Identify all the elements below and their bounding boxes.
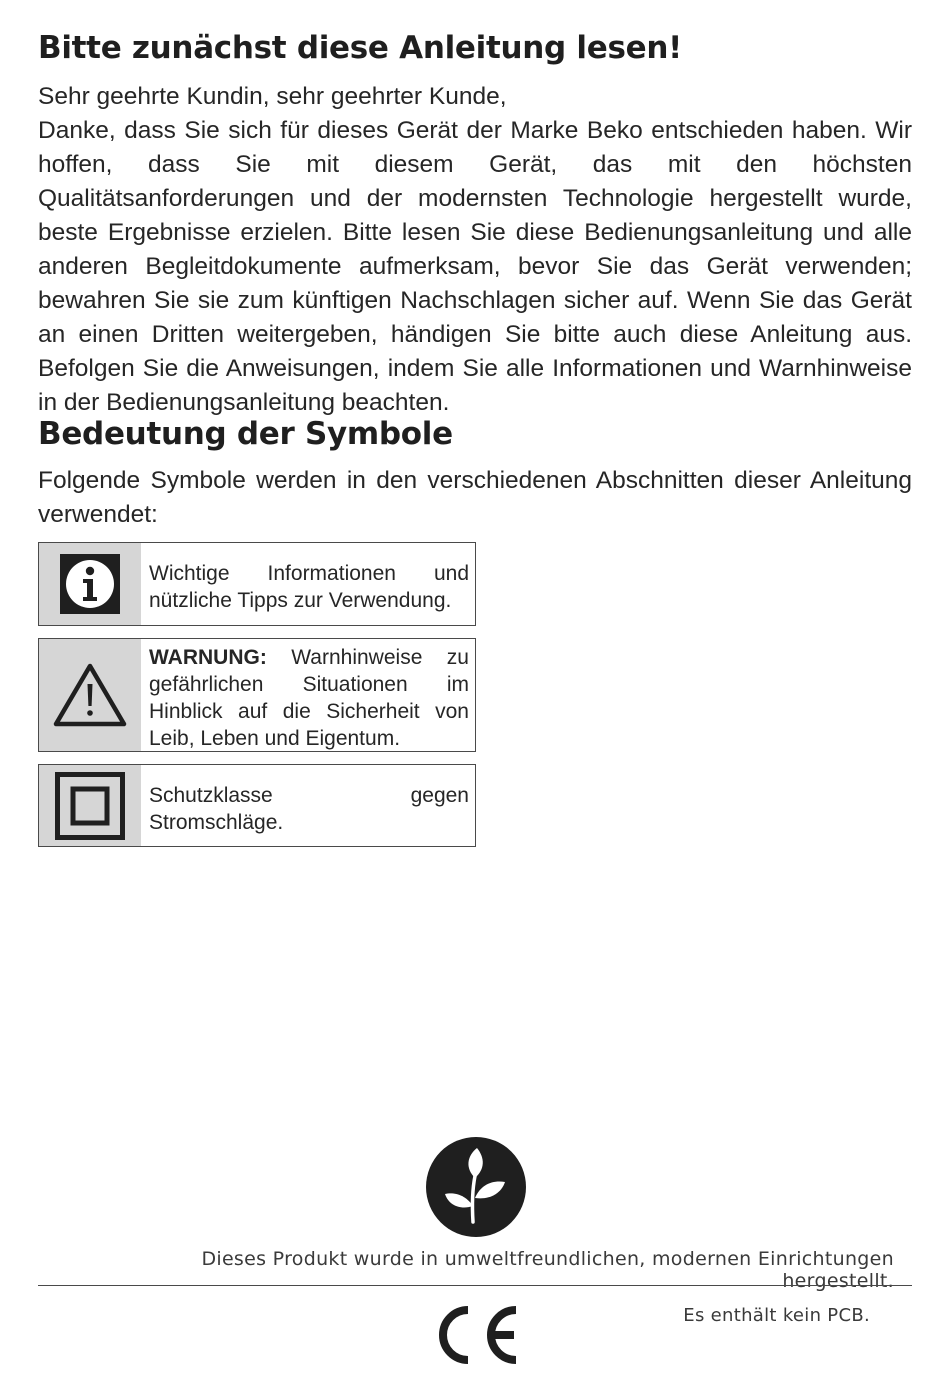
symbol-warning-text: Warnhinweise zu gefährlichen Situationen im Hinblick auf die Sicherheit von Leib, Leben und Eigentum. xyxy=(149,646,469,750)
leaf-icon xyxy=(425,1136,527,1238)
symbol-row-protection-class xyxy=(38,764,476,847)
protection-class-icon xyxy=(39,765,141,846)
intro-paragraph: Danke, dass Sie sich für dieses Gerät der Marke Beko entschieden haben. Wir hoffen, dass Sie mit diesem Gerät, das mit den höchsten Qualitätsanforderungen und der modernsten Technologie hergestellt wurde, beste Ergebnisse erzielen. Bitte lesen Sie diese Bedienungsanleitung und alle anderen Begleitdokumente aufmerksam, bevor Sie das Gerät verwenden; bewahren Sie sie zum künftigen Nachschlagen sicher auf. Wenn Sie das Gerät an einen Dritten weitergeben, händigen Sie bitte auch diese Anleitung aus. Befolgen Sie die Anweisungen, indem Sie alle Informationen und Warnhinweise in der Bedienungsanleitung beachten. xyxy=(38,117,912,416)
symbol-row-info xyxy=(38,542,476,626)
symbols-table xyxy=(38,542,476,859)
symbol-row-warning xyxy=(38,638,476,752)
footer-divider xyxy=(38,1285,912,1286)
warning-icon xyxy=(39,639,141,751)
intro-section xyxy=(38,28,912,420)
info-icon xyxy=(39,543,141,625)
symbols-section xyxy=(38,414,912,532)
warning-label: WARNUNG: xyxy=(149,646,267,669)
pcb-statement: Es enthält kein PCB. xyxy=(683,1305,870,1326)
eco-statement: Dieses Produkt wurde in umweltfreundlichen, modernen Einrichtungen hergestellt. xyxy=(201,1248,894,1292)
greeting: Sehr geehrte Kundin, sehr geehrter Kunde, xyxy=(38,83,507,110)
symbol-info-text: Wichtige Informationen und nützliche Tipps zur Verwendung. xyxy=(149,562,469,612)
symbol-protection-text: Schutzklasse gegen Stromschläge. xyxy=(149,783,469,834)
page-title: Bitte zunächst diese Anleitung lesen! xyxy=(38,30,682,66)
ce-mark-icon xyxy=(430,1302,522,1368)
section-title: Bedeutung der Symbole xyxy=(38,416,453,452)
symbols-description: Folgende Symbole werden in den verschiedenen Abschnitten dieser Anleitung verwendet: xyxy=(38,467,912,528)
